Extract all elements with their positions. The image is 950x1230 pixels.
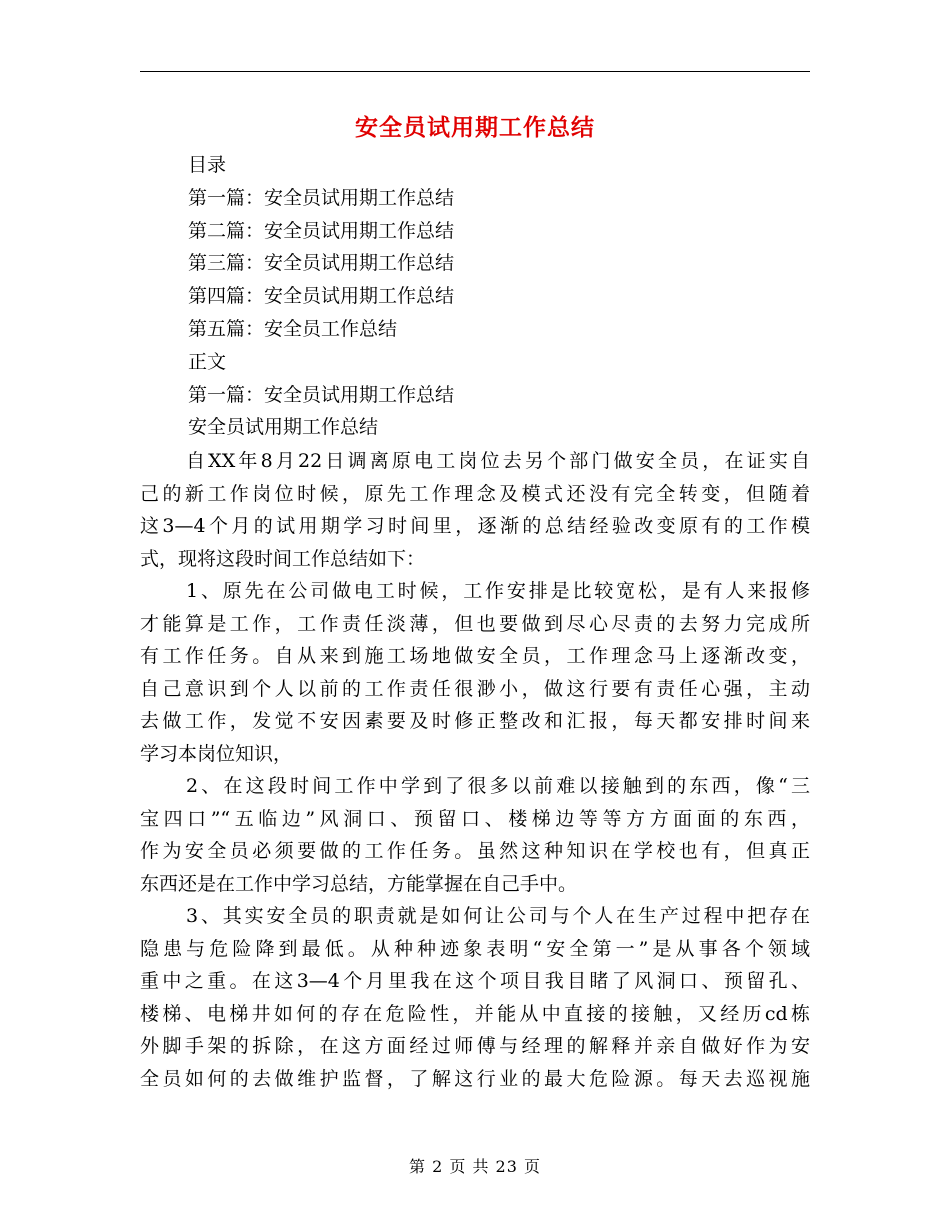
page-footer: 第 2 页 共 23 页: [409, 1157, 541, 1176]
toc-item: 第五篇：安全员工作总结: [188, 317, 398, 340]
document-title: 安全员试用期工作总结: [355, 114, 595, 141]
paragraph-line: 作为安全员必须要做的工作任务。虽然这种知识在学校也有，但真正: [140, 840, 810, 862]
header-rule: [140, 71, 810, 72]
paragraph-point-2: [140, 770, 810, 900]
toc-heading: 目录: [188, 154, 227, 176]
paragraph-line: 自己意识到个人以前的工作责任很渺小，做这行要有责任心强，主动: [140, 677, 810, 700]
paragraph-line: 3、其实安全员的职责就是如何让公司与个人在生产过程中把存在: [186, 905, 810, 927]
paragraph-line: 去做工作，发觉不安因素要及时修正整改和汇报，每天都安排时间来: [140, 710, 810, 732]
paragraph-line: 有工作任务。自从来到施工场地做安全员，工作理念马上逐渐改变，: [140, 645, 810, 667]
paragraph-point-1: [140, 575, 810, 770]
toc-item: 第四篇：安全员试用期工作总结: [188, 285, 455, 308]
paragraph-line: 己的新工作岗位时候，原先工作理念及模式还没有完全转变，但随着: [140, 482, 810, 505]
paragraph-line: 2、在这段时间工作中学到了很多以前难以接触到的东西，像“三: [186, 775, 810, 797]
article-title: 安全员试用期工作总结: [188, 416, 379, 439]
paragraph-line: 1、原先在公司做电工时候，工作安排是比较宽松，是有人来报修: [186, 580, 810, 602]
paragraph-line: 宝四口”“五临边”风洞口、预留口、楼梯边等等方方面面的东西，: [140, 807, 810, 830]
paragraph-point-3: [140, 900, 810, 1095]
paragraph-line: 才能算是工作，工作责任淡薄，但也要做到尽心尽责的去努力完成所: [140, 612, 810, 635]
paragraph-line: 重中之重。在这3—4个月里我在这个项目我目睹了风洞口、预留孔、: [140, 970, 810, 992]
toc-item: 第一篇：安全员试用期工作总结: [188, 186, 455, 209]
article-body: [140, 445, 810, 1095]
toc-item: 第三篇：安全员试用期工作总结: [188, 252, 455, 275]
paragraph-line: 这3—4个月的试用期学习时间里，逐渐的总结经验改变原有的工作模: [140, 515, 810, 537]
paragraph-line: 东西还是在工作中学习总结，方能掌握在自己手中。: [140, 872, 578, 895]
section-heading: 第一篇：安全员试用期工作总结: [188, 383, 455, 406]
paragraph-line: 楼梯、电梯井如何的存在危险性，并能从中直接的接触，又经历cd栋: [140, 1002, 810, 1025]
body-heading: 正文: [188, 350, 227, 373]
paragraph-line: 式，现将这段时间工作总结如下：: [140, 547, 426, 570]
toc-item: 第二篇：安全员试用期工作总结: [188, 219, 455, 242]
paragraph-intro: [140, 445, 810, 575]
paragraph-line: 自XX年8月22日调离原电工岗位去另个部门做安全员，在证实自: [186, 450, 810, 472]
table-of-contents: [188, 149, 454, 444]
paragraph-line: 学习本岗位知识，: [140, 742, 293, 765]
paragraph-line: 全员如何的去做维护监督，了解这行业的最大危险源。每天去巡视施: [140, 1067, 810, 1090]
paragraph-line: 外脚手架的拆除，在这方面经过师傅与经理的解释并亲自做好作为安: [140, 1035, 810, 1057]
paragraph-line: 隐患与危险降到最低。从种种迹象表明“安全第一”是从事各个领域: [140, 937, 810, 960]
